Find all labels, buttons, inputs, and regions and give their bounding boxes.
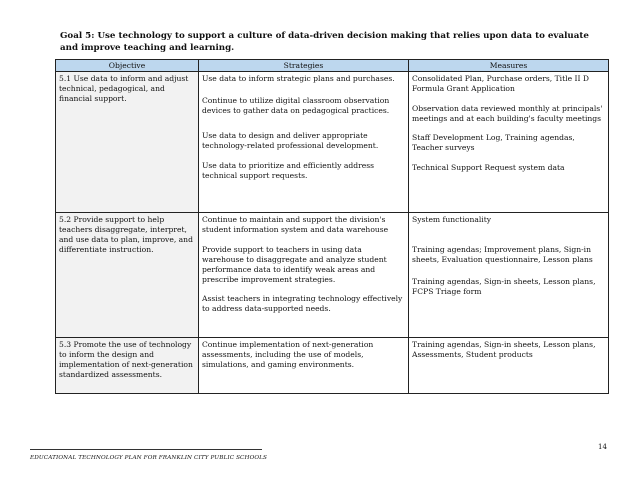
objective-text: 5.2 Provide support to help teachers disaggregate, interpret, and use data to plan, improve, and differentiate instruction. (59, 215, 193, 254)
objective-cell (56, 72, 199, 213)
measure-item: Observation data reviewed monthly at principals' meetings and at each building's faculty meetings (412, 104, 603, 123)
goal-heading: Goal 5: Use technology to support a culture of data-driven decision making that relies upon data to evaluate and improve teaching and learning. (60, 31, 589, 53)
objective-cell (56, 338, 199, 394)
footer-title: EDUCATIONAL TECHNOLOGY PLAN FOR FRANKLIN CITY PUBLIC SCHOOLS (30, 455, 267, 461)
measure-item: Training agendas; Improvement plans, Sign-in sheets, Evaluation questionnaire, Lesson plans (412, 245, 593, 264)
strategies-cell (199, 72, 409, 213)
measures-cell (409, 72, 609, 213)
measure-item: System functionality (412, 215, 492, 224)
strategies-cell (199, 213, 409, 338)
table-row (56, 213, 609, 338)
strategy-item: Provide support to teachers in using data warehouse to disaggregate and analyze student performance data to identify weak areas and prescribe improvement strategies. (202, 245, 387, 284)
strategy-item: Use data to design and deliver appropriate technology-related professional development. (202, 131, 379, 150)
strategy-item: Continue to utilize digital classroom observation devices to gather data on pedagogical practices. (202, 96, 390, 115)
objective-text: 5.3 Promote the use of technology to inform the design and implementation of next-generation standardized assessments. (59, 340, 193, 379)
strategies-cell (199, 338, 409, 394)
measure-item: Technical Support Request system data (412, 163, 565, 172)
measure-item: Staff Development Log, Training agendas, Teacher surveys (412, 133, 575, 152)
measure-item: Training agendas, Sign-in sheets, Lesson plans, FCPS Triage form (412, 277, 596, 296)
table-header-row (56, 60, 609, 72)
measures-header: Measures (409, 60, 609, 72)
strategies-header: Strategies (199, 60, 409, 72)
strategy-item: Use data to prioritize and efficiently address technical support requests. (202, 161, 374, 180)
table-row (56, 72, 609, 213)
objective-header: Objective (56, 60, 199, 72)
measures-cell (409, 213, 609, 338)
objective-text: 5.1 Use data to inform and adjust technical, pedagogical, and financial support. (59, 74, 189, 103)
measures-cell (409, 338, 609, 394)
goal-table (55, 59, 609, 394)
strategy-item: Use data to inform strategic plans and purchases. (202, 74, 395, 83)
table-row (56, 338, 609, 394)
strategy-item: Assist teachers in integrating technology effectively to address data-supported needs. (202, 294, 403, 313)
page-number: 14 (598, 443, 607, 451)
measure-item: Training agendas, Sign-in sheets, Lesson plans, Assessments, Student products (412, 340, 596, 359)
objective-cell (56, 213, 199, 338)
strategy-item: Continue to maintain and support the division's student information system and data warehouse (202, 215, 389, 234)
footer-divider (30, 449, 262, 450)
strategy-item: Continue implementation of next-generation assessments, including the use of models, simulations, and gaming environments. (202, 340, 374, 369)
measure-item: Consolidated Plan, Purchase orders, Title II D Formula Grant Application (412, 74, 589, 93)
